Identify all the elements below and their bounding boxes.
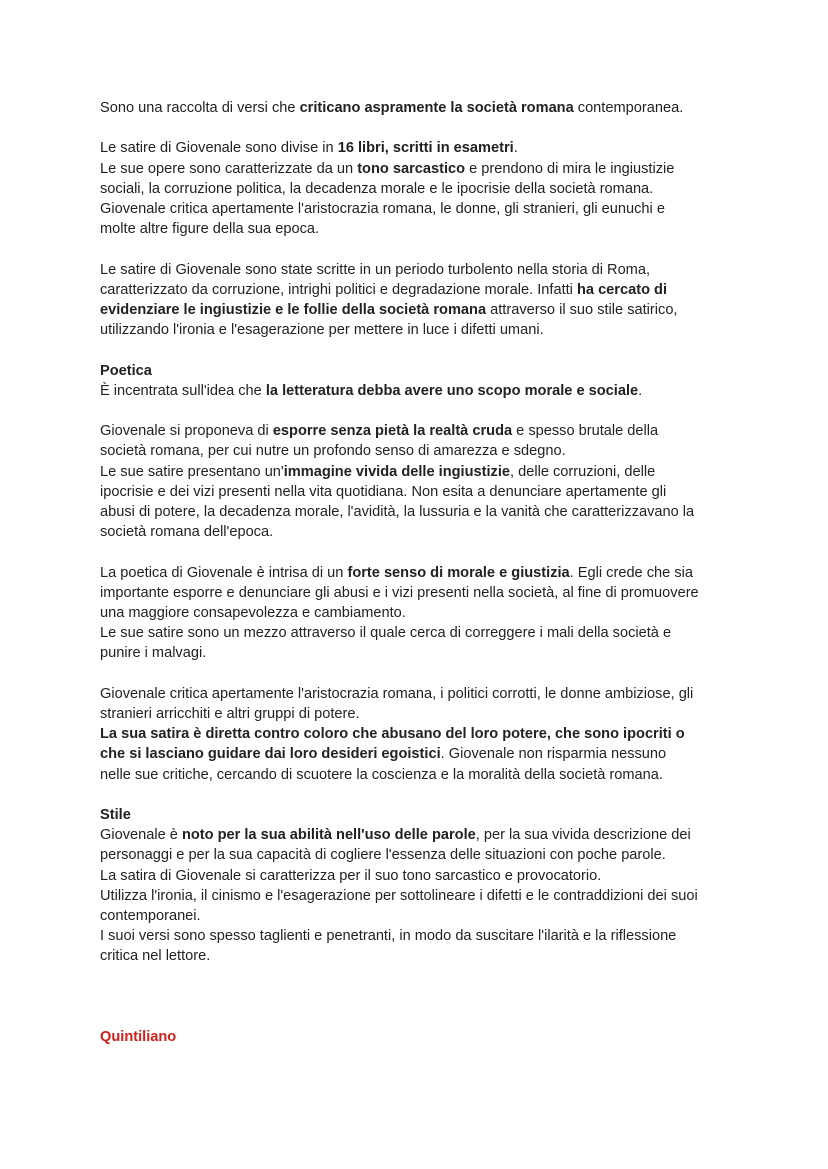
text-line: Utilizza l'ironia, il cinismo e l'esagerazione per sottolineare i difetti e le contraddizioni dei suoi	[100, 887, 698, 904]
document-page	[100, 98, 730, 1047]
text-line	[100, 280, 730, 300]
text-line: ipocrisie e dei vizi presenti nella vita quotidiana. Non esita a denunciare apertamente gli	[100, 483, 667, 500]
text-line: I suoi versi sono spesso taglienti e penetranti, in modo da suscitare l'ilarità e la riflessione	[100, 928, 677, 945]
text-line: società romana dell'epoca.	[100, 524, 274, 541]
text-line	[100, 159, 730, 179]
bold-run: forte senso di morale e giustizia	[347, 564, 570, 581]
text-line: critica nel lettore.	[100, 948, 211, 965]
text-run: e prendono di mira le ingiustizie	[465, 160, 675, 177]
paragraph-poetica-realta	[100, 421, 730, 542]
text-run: Giovenale si proponeva di	[100, 423, 273, 440]
bold-run: la letteratura debba avere uno scopo morale e sociale	[265, 382, 639, 399]
text-line	[100, 98, 730, 118]
text-line: Le satire di Giovenale sono state scritte in un periodo turbolento nella storia di Roma,	[100, 261, 651, 278]
text-line	[100, 462, 730, 482]
text-run: .	[513, 140, 518, 157]
text-line	[100, 825, 730, 845]
text-line: personaggi e per la sua capacità di cogliere l'essenza delle situazioni con poche parole.	[100, 847, 666, 864]
text-line	[100, 744, 730, 764]
text-line: contemporanei.	[100, 908, 201, 925]
text-run: . Egli crede che sia	[569, 564, 693, 581]
bold-run: evidenziare le ingiustizie e le follie della società romana	[100, 302, 487, 318]
text-line: sociali, la corruzione politica, la decadenza morale e le ipocrisie della società romana.	[100, 180, 654, 197]
bold-run: ha cercato di	[576, 281, 668, 298]
spacer	[100, 987, 730, 1027]
text-line: molte altre figure della sua epoca.	[100, 221, 320, 238]
bold-run: criticano aspramente la società romana	[299, 100, 574, 116]
text-run: , per la sua vivida descrizione dei	[475, 827, 691, 844]
text-run: Le sue opere sono caratterizzate da un	[100, 160, 358, 177]
text-line: nelle sue critiche, cercando di scuotere la coscienza e la moralità della società romana.	[100, 766, 663, 783]
text-run: e spesso brutale della	[512, 423, 659, 440]
text-line: Giovenale critica apertamente l'aristocrazia romana, i politici corrotti, le donne ambiziose, gli	[100, 685, 694, 702]
text-line: una maggiore consapevolezza e cambiamento.	[100, 605, 406, 621]
bold-run: che si lasciano guidare dai loro desideri egoistici	[100, 746, 441, 763]
bold-run: esporre senza pietà la realtà cruda	[272, 423, 513, 440]
bold-run: 16 libri, scritti in esametri	[337, 140, 514, 157]
text-run: caratterizzato da corruzione, intrighi politici e degradazione morale. Infatti	[100, 281, 577, 298]
text-line	[100, 300, 730, 320]
bold-run: tono sarcastico	[357, 160, 466, 177]
text-line	[100, 421, 730, 441]
text-run: Le sue satire presentano un'	[100, 463, 284, 480]
section-heading-stile: Stile	[100, 807, 131, 823]
text-line	[100, 563, 730, 583]
paragraph-structure	[100, 138, 730, 239]
text-line	[100, 138, 730, 158]
text-run: La poetica di Giovenale è intrisa di un	[100, 564, 348, 581]
text-run: Sono una raccolta di versi che	[100, 100, 300, 116]
text-run: . Giovenale non risparmia nessuno	[440, 746, 667, 763]
text-line	[100, 381, 730, 401]
text-line: Le sue satire sono un mezzo attraverso il quale cerca di correggere i mali della società e	[100, 625, 672, 642]
section-stile	[100, 805, 730, 967]
text-line: importante esporre e denunciare gli abusi e i vizi presenti nella società, al fine di promuovere	[100, 584, 699, 601]
text-line: La satira di Giovenale si caratterizza per il suo tono sarcastico e provocatorio.	[100, 867, 602, 884]
text-run: Le satire di Giovenale sono divise in	[100, 140, 338, 157]
text-line: stranieri arricchiti e altri gruppi di potere.	[100, 706, 360, 722]
text-line: punire i malvagi.	[100, 645, 207, 662]
bold-line: La sua satira è diretta contro coloro che abusano del loro potere, che sono ipocriti o	[100, 726, 685, 743]
text-run: contemporanea.	[573, 100, 684, 116]
text-line: utilizzando l'ironia e l'esagerazione per mettere in luce i difetti umani.	[100, 322, 544, 339]
section-heading-quintiliano: Quintiliano	[100, 1029, 177, 1046]
paragraph-intro	[100, 98, 730, 118]
section-heading-poetica: Poetica	[100, 362, 152, 379]
text-line: Giovenale critica apertamente l'aristocrazia romana, le donne, gli stranieri, gli eunuchi e	[100, 201, 665, 217]
section-poetica	[100, 361, 730, 401]
paragraph-poetica-morale	[100, 563, 730, 664]
text-run: .	[638, 382, 643, 399]
text-run: , delle corruzioni, delle	[510, 463, 656, 480]
text-run: attraverso il suo stile satirico,	[486, 302, 678, 318]
text-run: È incentrata sull'idea che	[100, 382, 266, 399]
text-line: società romana, per cui nutre un profondo senso di amarezza e sdegno.	[100, 443, 566, 460]
text-line: abusi di potere, la decadenza morale, l'avidità, la lussuria e la vanità che caratterizzavano la	[100, 504, 695, 520]
bold-run: noto per la sua abilità nell'uso delle parole	[181, 827, 476, 844]
text-run: Giovenale è	[100, 827, 182, 844]
paragraph-poetica-targets	[100, 684, 730, 785]
paragraph-context	[100, 260, 730, 341]
bold-run: immagine vivida delle ingiustizie	[283, 463, 510, 480]
